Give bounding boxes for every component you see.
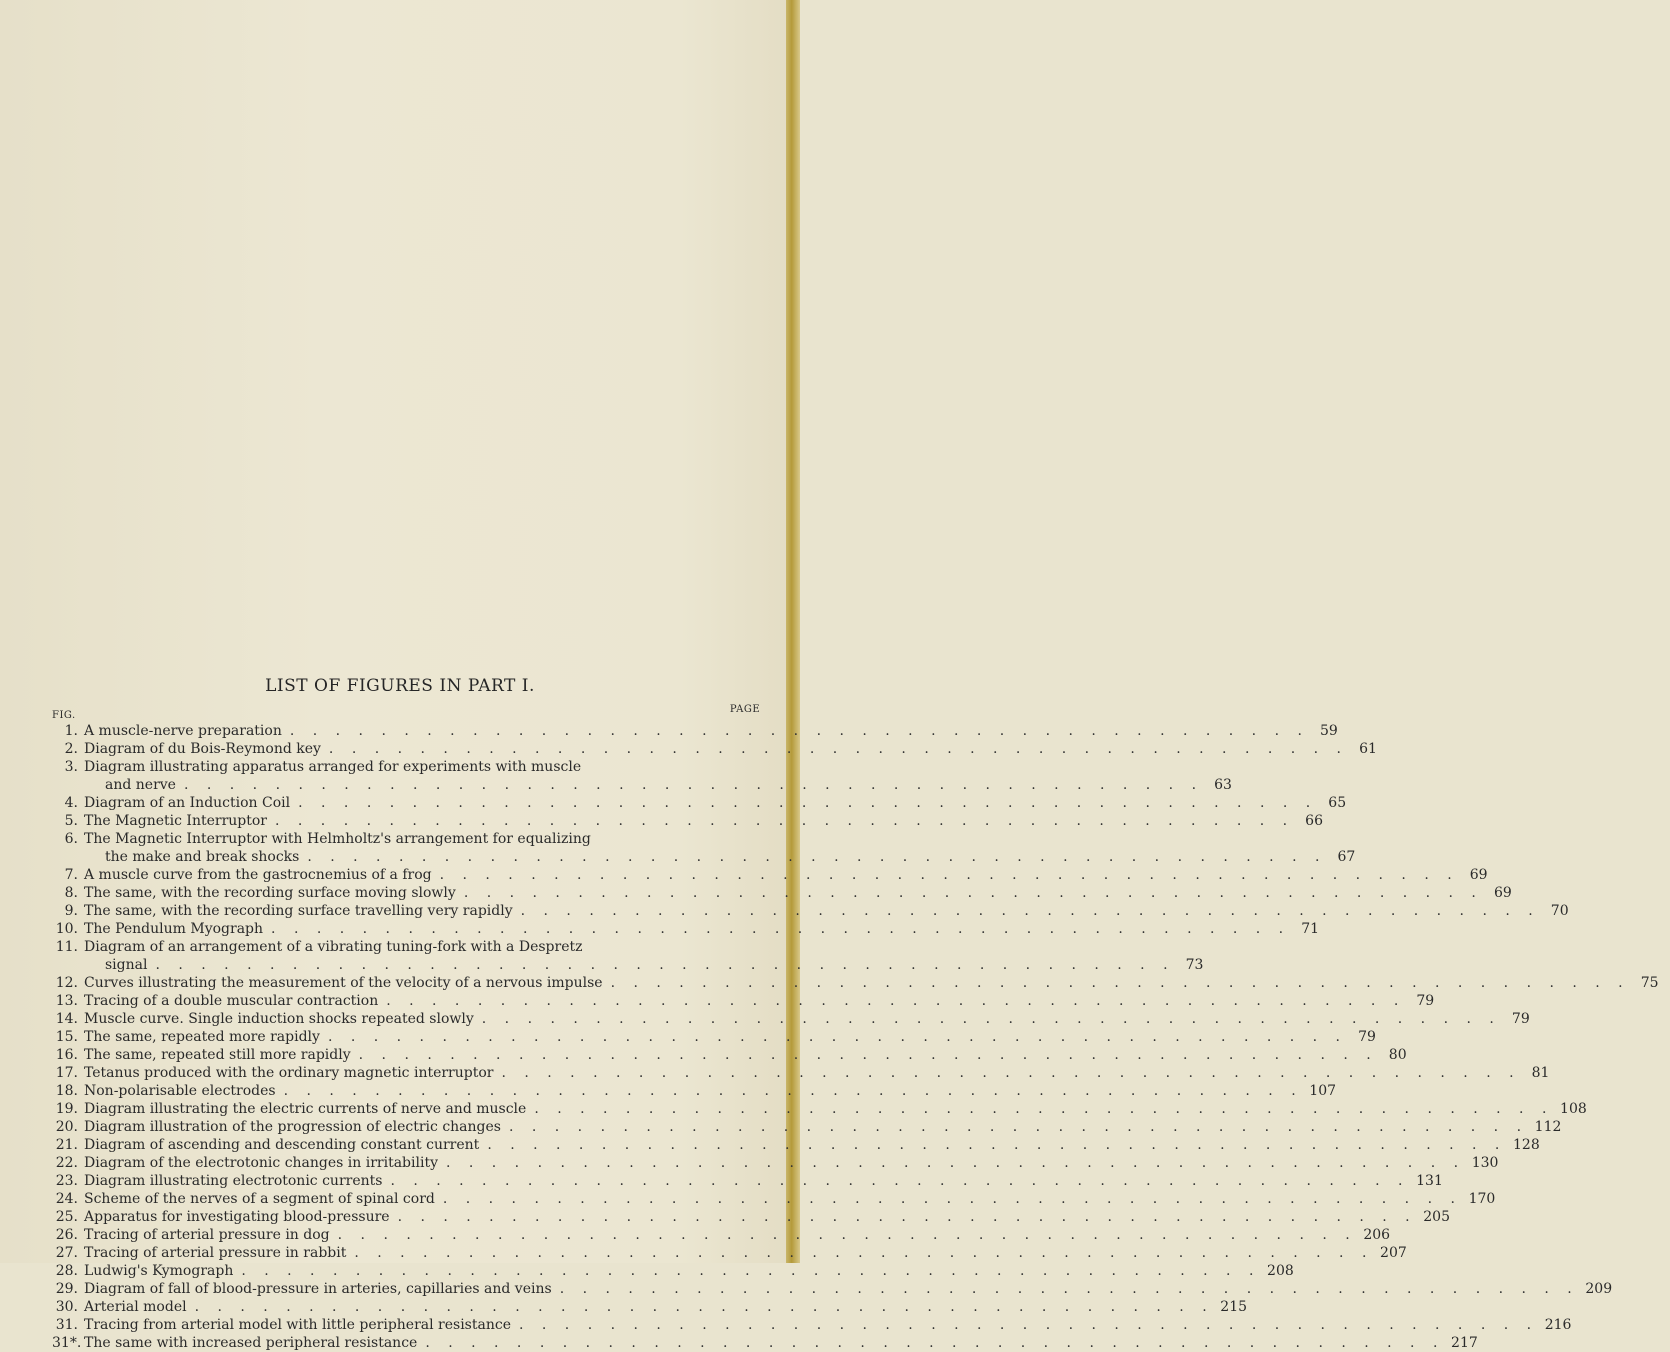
figure-entry <box>52 1280 1613 1298</box>
figure-caption-text: Scheme of the nerves of a segment of spinal cord <box>84 1191 435 1207</box>
figure-number: 11. <box>55 939 78 955</box>
figure-entry-body <box>84 1100 1593 1118</box>
figure-entry-body <box>84 1010 1541 1028</box>
figure-entry-body <box>84 1334 1484 1352</box>
figure-entry-body <box>84 1136 1546 1154</box>
page-number: 69 <box>1469 867 1488 883</box>
figure-entry-body <box>84 1064 1561 1082</box>
figure-entry-body <box>84 866 1499 884</box>
dot-leader <box>282 722 1309 740</box>
dot-leader <box>438 1154 1465 1172</box>
dot-leader <box>501 1118 1528 1136</box>
page-number: 81 <box>1531 1065 1550 1081</box>
figure-entry <box>52 884 1512 902</box>
figure-entry <box>52 1244 1407 1262</box>
figure-entry <box>52 1136 1540 1154</box>
figure-caption-text: Tracing of arterial pressure in dog <box>84 1227 330 1243</box>
dot-leader <box>526 1100 1553 1118</box>
figure-number: 23. <box>55 1173 78 1189</box>
figure-entry <box>52 1154 1499 1172</box>
page-number: 70 <box>1550 903 1569 919</box>
page-number: 209 <box>1585 1281 1613 1297</box>
page-number: 59 <box>1320 723 1338 739</box>
dot-leader <box>346 1244 1373 1262</box>
page-number: 112 <box>1534 1119 1562 1135</box>
figure-number: 14. <box>55 1011 78 1027</box>
figure-entry-body <box>84 974 1670 992</box>
figure-caption-text: The same with increased peripheral resistance <box>84 1335 418 1351</box>
page-number: 66 <box>1305 813 1323 829</box>
figure-number: 30. <box>55 1299 78 1315</box>
dot-leader <box>263 920 1290 938</box>
dot-leader <box>382 1172 1409 1190</box>
figure-caption-text: The Pendulum Myograph <box>84 921 264 937</box>
figure-entry <box>52 758 1232 794</box>
figure-number: 8. <box>64 885 78 901</box>
figure-entry <box>52 722 1338 740</box>
figure-entry-body <box>84 812 1334 830</box>
figure-caption-text: Muscle curve. Single induction shocks repeated slowly <box>84 1011 474 1027</box>
figure-caption-line <box>84 1298 1254 1316</box>
figure-entry <box>52 1172 1443 1190</box>
figure-caption-text: Diagram of an Induction Coil <box>84 795 291 811</box>
page-number: 80 <box>1388 1047 1407 1063</box>
figure-entry-body <box>84 920 1330 938</box>
page-number: 67 <box>1337 849 1356 865</box>
figure-entry <box>52 740 1377 758</box>
figure-entry-body <box>84 938 1215 974</box>
figure-entry-body <box>84 1118 1568 1136</box>
page-number: 216 <box>1544 1317 1572 1333</box>
figure-caption-line <box>84 1172 1450 1190</box>
figure-caption-line <box>84 1244 1413 1262</box>
figure-entry <box>52 1064 1550 1082</box>
figure-entry-body <box>84 1280 1619 1298</box>
figure-caption-line <box>84 794 1357 812</box>
figure-entry <box>52 1262 1294 1280</box>
page-number: 217 <box>1451 1335 1478 1351</box>
page-number: 75 <box>1640 975 1659 991</box>
figure-caption-text: The same, with the recording surface travelling very rapidly <box>84 903 513 919</box>
figure-caption-text: Ludwig's Kymograph <box>84 1263 234 1279</box>
dot-leader <box>276 1082 1303 1100</box>
dot-leader <box>147 956 1174 974</box>
page-number: 73 <box>1185 957 1204 973</box>
figure-number: 10. <box>55 921 78 937</box>
figure-entry <box>52 794 1347 812</box>
figure-number: 22. <box>55 1155 78 1171</box>
figure-entry-body <box>84 1028 1387 1046</box>
page-number: 215 <box>1220 1299 1248 1315</box>
figure-caption-line <box>84 812 1334 830</box>
page-number: 63 <box>1214 777 1232 793</box>
figure-caption-line <box>84 974 1670 992</box>
figure-caption-line <box>84 1334 1484 1352</box>
figure-entry-body <box>84 1082 1343 1100</box>
dot-leader <box>330 1226 1357 1244</box>
page-number: 79 <box>1511 1011 1530 1027</box>
page-number: 79 <box>1358 1029 1376 1045</box>
figure-caption-line <box>84 902 1580 920</box>
figure-number: 2. <box>64 741 78 757</box>
figure-entry <box>52 812 1323 830</box>
figure-caption-text: Diagram of fall of blood-pressure in arteries, capillaries and veins <box>84 1281 552 1297</box>
figure-entry <box>52 1010 1530 1028</box>
dot-leader <box>187 1298 1214 1316</box>
dot-leader <box>552 1280 1579 1298</box>
figure-number: 18. <box>55 1083 78 1099</box>
figure-caption-text: The Magnetic Interruptor <box>84 813 267 829</box>
figure-entry-body <box>84 1208 1457 1226</box>
figure-entry-body <box>84 1262 1300 1280</box>
figure-caption-line <box>84 740 1388 758</box>
dot-leader <box>435 1190 1462 1208</box>
figure-number: 25. <box>55 1209 78 1225</box>
page-number: 108 <box>1560 1101 1587 1117</box>
figure-number: 16. <box>55 1047 78 1063</box>
dot-leader <box>351 1046 1378 1064</box>
figure-caption-text: Tetanus produced with the ordinary magnetic interruptor <box>84 1065 494 1081</box>
figure-number: 19. <box>55 1101 78 1117</box>
figure-entry-body <box>84 1190 1502 1208</box>
figure-entry <box>52 1190 1496 1208</box>
figure-number: 4. <box>64 795 78 811</box>
page-number: 65 <box>1328 795 1347 811</box>
figure-caption-line <box>84 884 1523 902</box>
figure-caption-text: the make and break shocks <box>105 849 300 865</box>
figure-entry-body <box>84 1046 1418 1064</box>
dot-leader <box>290 794 1317 812</box>
page-number: 206 <box>1363 1227 1391 1243</box>
dot-leader <box>511 1316 1538 1334</box>
figure-caption-line <box>84 1280 1619 1298</box>
figure-entry <box>52 974 1659 992</box>
figure-caption-line <box>84 1316 1578 1334</box>
page-number: 170 <box>1468 1191 1496 1207</box>
dot-leader <box>432 866 1459 884</box>
dot-leader <box>603 974 1630 992</box>
page-number: 71 <box>1301 921 1320 937</box>
page-number: 128 <box>1513 1137 1540 1153</box>
figure-entry-body <box>84 902 1580 920</box>
figure-number: 6. <box>64 831 78 847</box>
figure-caption-text: Tracing of arterial pressure in rabbit <box>84 1245 347 1261</box>
figure-caption-line <box>84 758 1243 776</box>
figure-caption-text: Diagram illustration of the progression of electric changes <box>84 1119 501 1135</box>
figure-caption-line <box>84 956 1215 974</box>
figure-entry <box>52 866 1488 884</box>
figure-caption-text: signal <box>105 957 148 973</box>
figure-entry <box>52 920 1320 938</box>
figure-entry <box>52 1046 1407 1064</box>
figure-entry <box>52 1100 1587 1118</box>
figure-number: 7. <box>64 867 78 883</box>
figure-caption-text: Tracing from arterial model with little peripheral resistance <box>84 1317 511 1333</box>
figure-entry-body <box>84 758 1243 794</box>
figure-caption-text: Non-polarisable electrodes <box>84 1083 276 1099</box>
page-number: 107 <box>1309 1083 1337 1099</box>
figure-entry <box>52 1082 1337 1100</box>
figure-number: 15. <box>55 1029 78 1045</box>
figure-number: 17. <box>55 1065 78 1081</box>
figure-caption-text: Arterial model <box>84 1299 187 1315</box>
figure-entry <box>52 830 1356 866</box>
figure-caption-text: The same, with the recording surface moving slowly <box>84 885 456 901</box>
figure-caption-line <box>84 722 1349 740</box>
dot-leader <box>299 848 1326 866</box>
figure-number: 13. <box>55 993 78 1009</box>
figure-number: 1. <box>64 723 78 739</box>
figure-caption-text: and nerve <box>105 777 176 793</box>
figure-caption-text: The same, repeated still more rapidly <box>84 1047 351 1063</box>
figure-number: 31. <box>55 1317 78 1333</box>
page-column-header: PAGE <box>729 704 761 715</box>
page-number: 69 <box>1493 885 1512 901</box>
dot-leader <box>474 1010 1501 1028</box>
page-number: 130 <box>1471 1155 1499 1171</box>
figure-entry-body <box>84 1172 1450 1190</box>
figure-entry <box>52 1028 1376 1046</box>
figure-caption-line <box>84 1208 1457 1226</box>
dot-leader <box>390 1208 1417 1226</box>
figure-entry <box>52 1334 1478 1352</box>
figure-entry <box>52 992 1435 1010</box>
figure-entry <box>52 1208 1450 1226</box>
figure-caption-line <box>84 1190 1502 1208</box>
page-number: 79 <box>1416 993 1435 1009</box>
figure-entry-body <box>84 1226 1397 1244</box>
figure-caption-line <box>84 848 1366 866</box>
figure-caption-text: Diagram of ascending and descending constant current <box>84 1137 480 1153</box>
figure-caption-line <box>84 992 1445 1010</box>
figure-entry <box>52 1118 1562 1136</box>
dot-leader <box>456 884 1483 902</box>
dot-leader <box>233 1262 1260 1280</box>
figure-list <box>52 722 1659 1352</box>
figure-number: 3. <box>64 759 78 775</box>
figure-entry-body <box>84 992 1445 1010</box>
figure-caption-line <box>84 1082 1343 1100</box>
figure-caption-text: A muscle curve from the gastrocnemius of a frog <box>84 867 432 883</box>
fig-column-header: FIG. <box>52 710 76 721</box>
figure-caption-text: A muscle-nerve preparation <box>84 723 282 739</box>
figure-number: 20. <box>55 1119 78 1135</box>
figure-number: 26. <box>55 1227 78 1243</box>
figure-caption-text: Diagram of the electrotonic changes in irritability <box>84 1155 438 1171</box>
figure-caption-text: Diagram illustrating the electric currents of nerve and muscle <box>84 1101 527 1117</box>
figure-caption-line <box>84 1064 1561 1082</box>
figure-number: 27. <box>55 1245 78 1261</box>
page-number: 205 <box>1423 1209 1450 1225</box>
figure-number: 24. <box>55 1191 78 1207</box>
dot-leader <box>267 812 1294 830</box>
figure-caption-line <box>84 866 1499 884</box>
figure-caption-line <box>84 938 1215 956</box>
figure-number: 5. <box>64 813 78 829</box>
figure-entry-body <box>84 794 1357 812</box>
figure-entry <box>52 902 1569 920</box>
dot-leader <box>176 776 1203 794</box>
figure-caption-line <box>84 1226 1397 1244</box>
figure-entry-body <box>84 1316 1578 1334</box>
figure-entry <box>52 938 1204 974</box>
figure-number: 12. <box>55 975 78 991</box>
figure-entry-body <box>84 722 1349 740</box>
figure-caption-line <box>84 830 1366 848</box>
page-number: 131 <box>1416 1173 1443 1189</box>
figure-entry-body <box>84 1298 1254 1316</box>
page-title: LIST OF FIGURES IN PART I. <box>265 676 535 696</box>
figure-number: 21. <box>55 1137 78 1153</box>
figure-number: 28. <box>55 1263 78 1279</box>
dot-leader <box>479 1136 1506 1154</box>
figure-caption-line <box>84 776 1243 794</box>
figure-caption-text: Apparatus for investigating blood-pressure <box>84 1209 390 1225</box>
figure-caption-text: Diagram of an arrangement of a vibrating tuning-fork with a Despretz <box>84 939 583 955</box>
figure-caption-line <box>84 1028 1387 1046</box>
page-number: 61 <box>1359 741 1377 757</box>
figure-entry <box>52 1298 1248 1316</box>
figure-caption-text: Diagram illustrating apparatus arranged for experiments with muscle <box>84 759 582 775</box>
figure-caption-line <box>84 920 1330 938</box>
dot-leader <box>321 740 1348 758</box>
figure-caption-text: The Magnetic Interruptor with Helmholtz's arrangement for equalizing <box>84 831 591 847</box>
figure-number: 9. <box>64 903 78 919</box>
dot-leader <box>493 1064 1520 1082</box>
figure-caption-line <box>84 1100 1593 1118</box>
figure-number: 29. <box>55 1281 78 1297</box>
figure-entry-body <box>84 830 1366 866</box>
figure-entry <box>52 1226 1391 1244</box>
figure-caption-text: Diagram of du Bois-Reymond key <box>84 741 321 757</box>
page-number: 208 <box>1267 1263 1294 1279</box>
figure-caption-text: Diagram illustrating electrotonic currents <box>84 1173 383 1189</box>
figure-caption-line <box>84 1118 1568 1136</box>
dot-leader <box>417 1334 1444 1352</box>
figure-caption-line <box>84 1262 1300 1280</box>
figure-caption-text: Tracing of a double muscular contraction <box>84 993 379 1009</box>
figure-entry-body <box>84 884 1523 902</box>
figure-caption-line <box>84 1154 1505 1172</box>
dot-leader <box>513 902 1540 920</box>
figure-number: 31*. <box>52 1335 82 1351</box>
figure-caption-line <box>84 1136 1546 1154</box>
page-number: 207 <box>1380 1245 1407 1261</box>
figure-entry-body <box>84 1154 1505 1172</box>
figure-caption-text: The same, repeated more rapidly <box>84 1029 320 1045</box>
figure-caption-line <box>84 1010 1541 1028</box>
figure-entry <box>52 1316 1572 1334</box>
dot-leader <box>320 1028 1347 1046</box>
dot-leader <box>378 992 1405 1010</box>
figure-caption-line <box>84 1046 1418 1064</box>
figure-entry-body <box>84 1244 1413 1262</box>
figure-entry-body <box>84 740 1388 758</box>
figure-caption-text: Curves illustrating the measurement of the velocity of a nervous impulse <box>84 975 603 991</box>
